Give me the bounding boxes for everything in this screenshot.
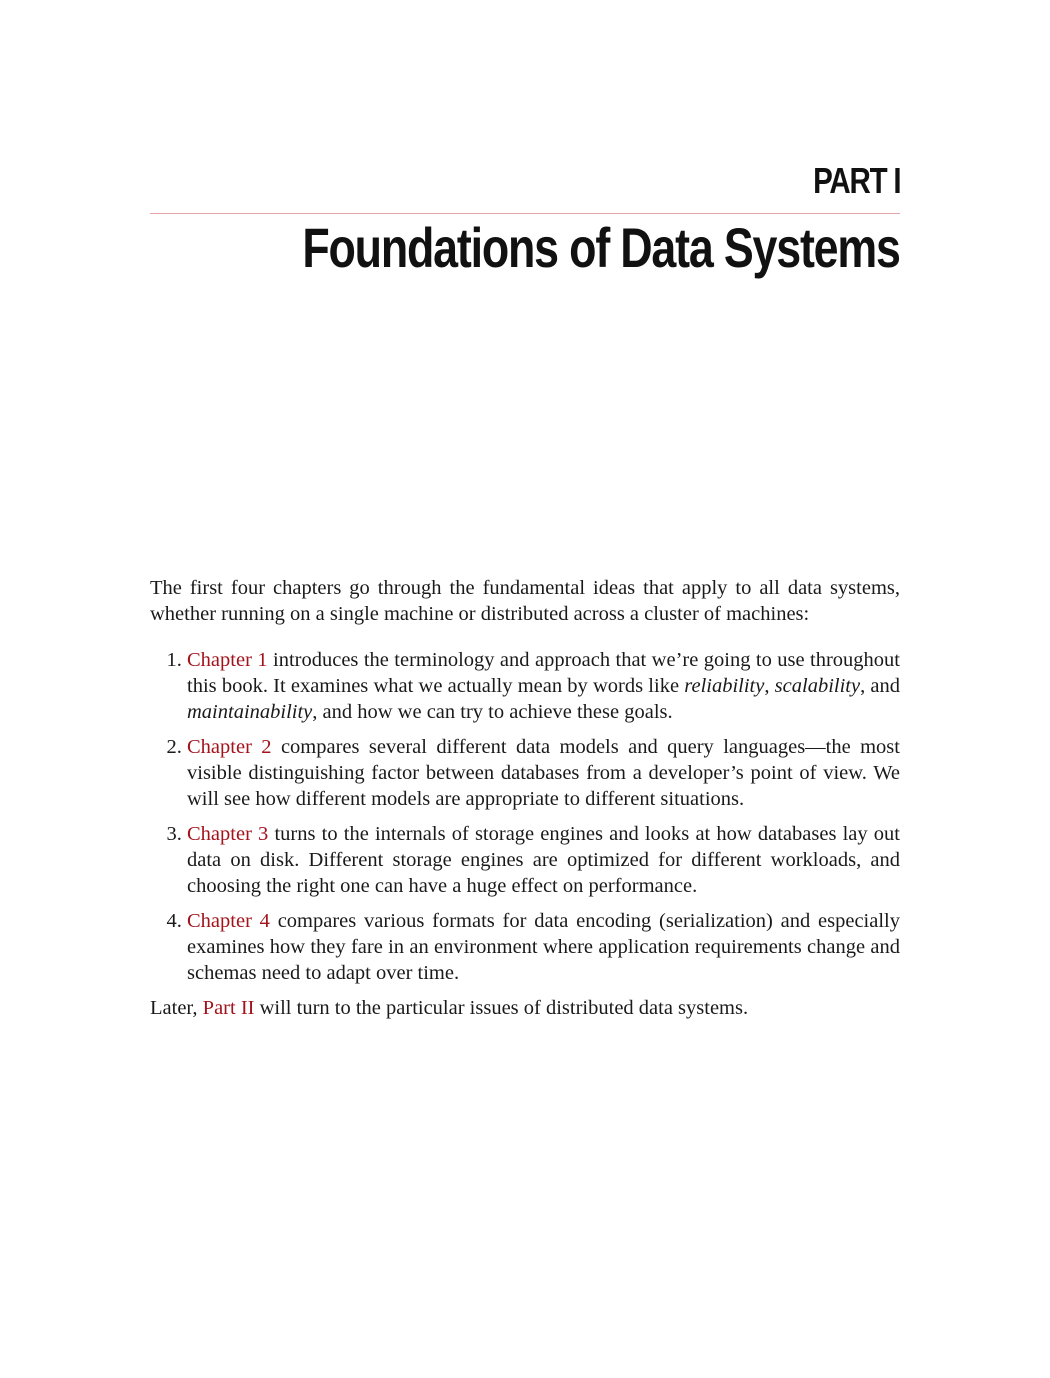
- term-reliability: reliability: [684, 675, 765, 697]
- body-text: [150, 575, 900, 1021]
- item-text: , and how we can try to achieve these goals.: [312, 701, 673, 723]
- term-maintainability: maintainability: [187, 701, 313, 723]
- chapter-list: [150, 647, 900, 986]
- closing-suffix: will turn to the particular issues of distributed data systems.: [254, 997, 749, 1019]
- list-item: [187, 821, 900, 899]
- closing-paragraph: [150, 995, 900, 1021]
- closing-prefix: Later,: [150, 997, 203, 1019]
- item-text: turns to the internals of storage engines and looks at how databases lay out data on disk. Different storage engines are optimized for different workloads, and choosing the right one can have a huge effect on performance.: [187, 823, 900, 897]
- separator: ,: [764, 675, 775, 697]
- item-text: compares several different data models and query languages—the most visible distinguishing factor between databases from a developer’s point of view. We will see how different models are appropriate to different situations.: [187, 736, 900, 810]
- chapter-2-link[interactable]: Chapter 2: [187, 736, 272, 758]
- list-item: [187, 647, 900, 725]
- separator: , and: [860, 675, 901, 697]
- item-text: introduces the terminology and approach that we’re going to use throughout this book. It examines what we actually mean by words like: [187, 649, 900, 697]
- part-label: PART I: [812, 160, 900, 201]
- part-2-link[interactable]: Part II: [202, 997, 255, 1019]
- title-rule: [150, 213, 900, 214]
- item-text: compares various formats for data encoding (serialization) and especially examines how they fare in an environment where application requirements change and schemas need to adapt over time.: [187, 910, 900, 984]
- list-item: [187, 734, 900, 812]
- list-item: [187, 908, 900, 986]
- chapter-3-link[interactable]: Chapter 3: [187, 823, 269, 845]
- chapter-1-link[interactable]: Chapter 1: [187, 649, 268, 671]
- intro-paragraph: The first four chapters go through the fundamental ideas that apply to all data systems, whether running on a single machine or distributed across a cluster of machines:: [150, 577, 900, 625]
- term-scalability: scalability: [774, 675, 861, 697]
- part-title: Foundations of Data Systems: [302, 216, 900, 279]
- chapter-4-link[interactable]: Chapter 4: [187, 910, 270, 932]
